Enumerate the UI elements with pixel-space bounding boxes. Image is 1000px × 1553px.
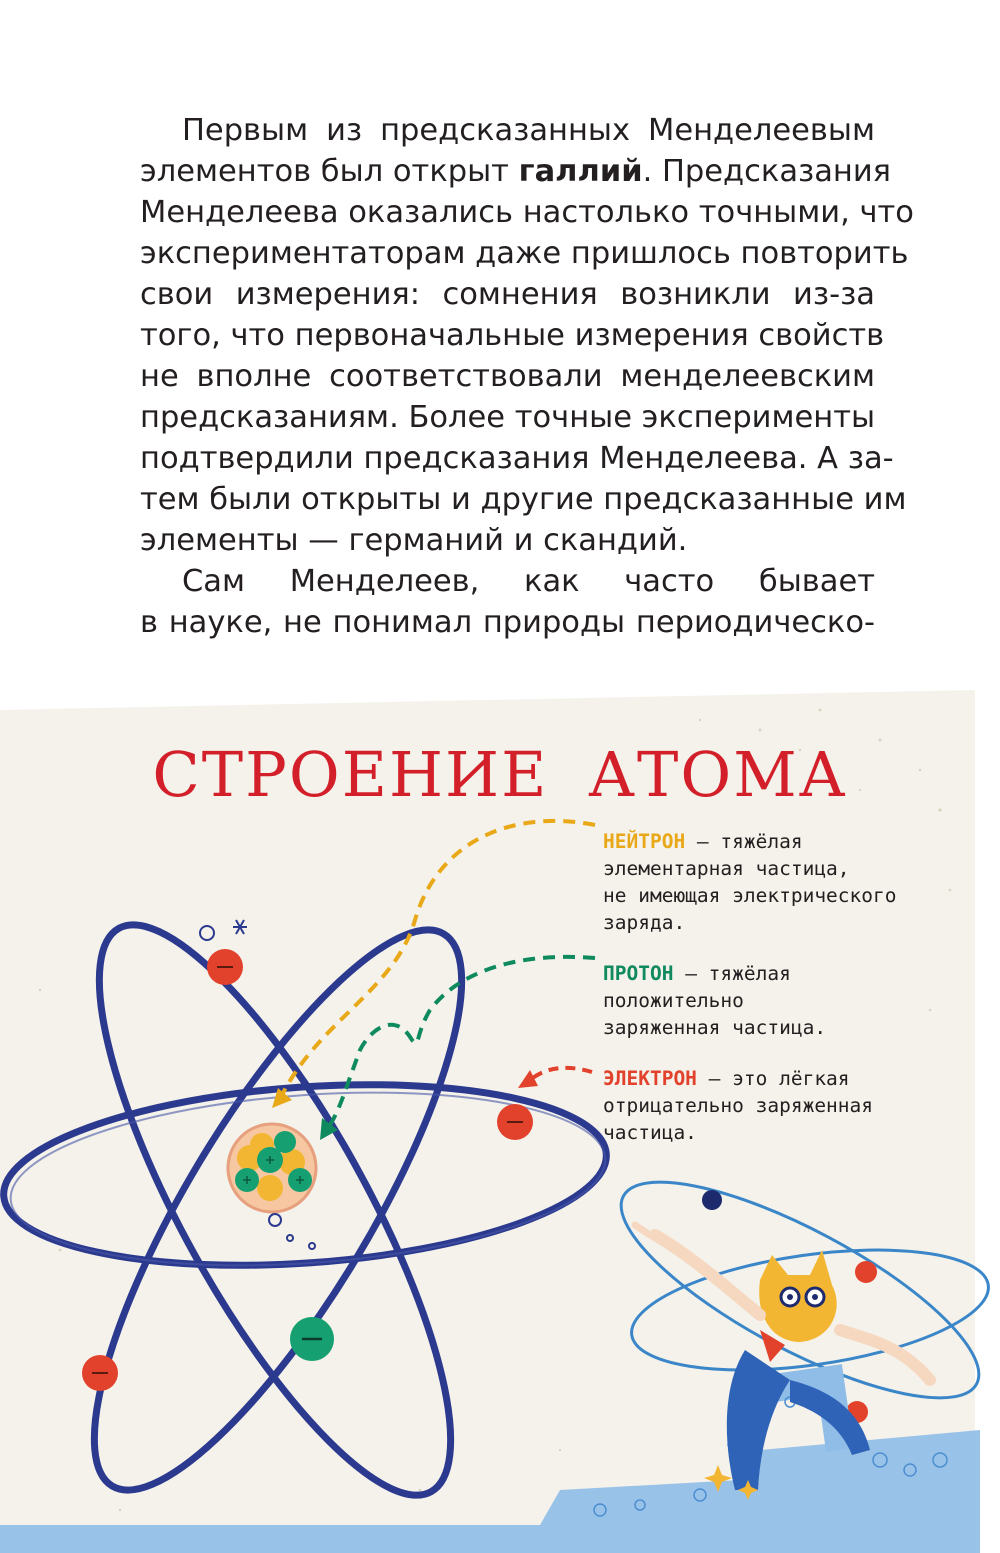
text-line: Менделеева оказались настолько точными, что bbox=[140, 195, 914, 230]
electron-left bbox=[82, 1355, 118, 1391]
text-line: свои измерения: сомнения возникли из-за bbox=[140, 277, 875, 312]
text-line: элементы — германий и скандий. bbox=[140, 523, 688, 558]
electron-term: ЭЛЕКТРОН bbox=[603, 1067, 697, 1090]
text-line: предсказаниям. Более точные эксперименты bbox=[140, 400, 876, 435]
text-line: подтвердили предсказания Менделеева. А за- bbox=[140, 441, 894, 476]
text-line: тем были открыты и другие предсказанные им bbox=[140, 482, 907, 517]
neutron-label: НЕЙТРОН — тяжёлая элементарная частица, не имеющая электрического заряда. bbox=[603, 830, 897, 934]
proton-term: ПРОТОН bbox=[603, 962, 674, 985]
body-text bbox=[140, 110, 914, 643]
text-line: Первым из предсказанных Менделеевым bbox=[182, 113, 875, 148]
text-line: экспериментаторам даже пришлось повторить bbox=[140, 236, 909, 271]
neutron-term: НЕЙТРОН bbox=[603, 830, 686, 853]
text-line: элементов был открыт галлий. Предсказания bbox=[140, 154, 892, 189]
electron-right bbox=[497, 1104, 533, 1140]
proton-label: ПРОТОН — тяжёлая положительно заряженная частица. bbox=[603, 962, 827, 1039]
electron-label: ЭЛЕКТРОН — это лёгкая отрицательно заряженная частица. bbox=[603, 1067, 874, 1144]
text-line: не вполне соответствовали менделеевским bbox=[140, 359, 875, 394]
text-line: Сам Менделеев, как часто бывает bbox=[182, 564, 875, 599]
proton-bottom bbox=[290, 1317, 334, 1361]
illustration-title: СТРОЕНИЕ АТОМА bbox=[152, 738, 848, 811]
text-line: в науке, не понимал природы периодическо- bbox=[140, 605, 875, 640]
text-line: того, что первоначальные измерения свойств bbox=[140, 318, 885, 353]
highlight-gallium: галлий bbox=[518, 154, 643, 189]
